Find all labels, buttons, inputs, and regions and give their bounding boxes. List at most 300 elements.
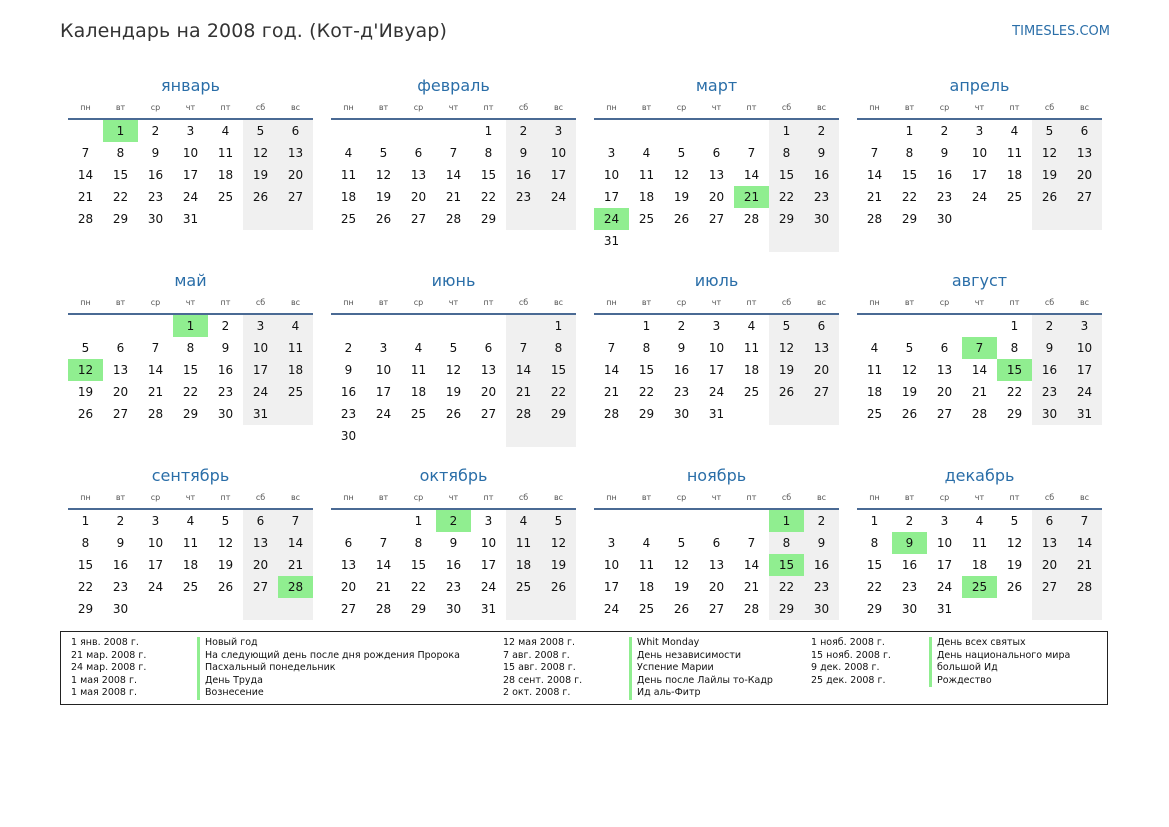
- day-cell: 19: [445, 385, 462, 399]
- day-cell: 21: [866, 190, 883, 204]
- day-cell: 16: [901, 558, 918, 572]
- day-cell: 17: [375, 385, 392, 399]
- day-cell: 31: [603, 234, 620, 248]
- weekday-label: ср: [413, 493, 424, 502]
- day-cell: 15: [638, 363, 655, 377]
- weekday-label: пт: [1009, 298, 1020, 307]
- day-empty: [927, 315, 962, 337]
- day-cell: 15: [410, 558, 427, 572]
- weekday-label: пн: [606, 103, 617, 112]
- day-cell: 17: [708, 363, 725, 377]
- day-cell: 31: [936, 602, 953, 616]
- day-empty: [892, 315, 927, 337]
- day-cell: 30: [804, 208, 839, 230]
- holiday-day: 15: [769, 554, 804, 576]
- day-cell: 11: [410, 363, 427, 377]
- day-cell: 12: [1006, 536, 1023, 550]
- legend-names-col-3: [929, 637, 1107, 704]
- day-cell: 19: [1006, 558, 1023, 572]
- day-cell: 20: [804, 359, 839, 381]
- day-cell: 20: [243, 554, 278, 576]
- day-cell: 27: [1067, 186, 1102, 208]
- day-empty: [506, 425, 541, 447]
- day-cell: 19: [541, 554, 576, 576]
- day-cell: 6: [243, 510, 278, 532]
- weekday-label: сб: [255, 493, 266, 502]
- weekday-label: вт: [115, 103, 126, 112]
- weekday-label: чт: [711, 298, 722, 307]
- legend-date: 15 авг. 2008 г.: [503, 662, 576, 673]
- legend-date: 1 мая 2008 г.: [71, 674, 137, 686]
- day-cell: 29: [866, 602, 883, 616]
- day-cell: 4: [642, 146, 651, 160]
- day-cell: 7: [379, 536, 388, 550]
- day-cell: 9: [804, 532, 839, 554]
- day-cell: 9: [344, 363, 353, 377]
- day-cell: 28: [1067, 576, 1102, 598]
- day-cell: 16: [217, 363, 234, 377]
- day-cell: 28: [603, 407, 620, 421]
- site-link[interactable]: TIMESLES.COM: [1012, 24, 1110, 39]
- day-cell: 20: [1032, 554, 1067, 576]
- legend-holiday-name: День после Лайлы то-Кадр: [629, 675, 811, 688]
- day-cell: 10: [603, 168, 620, 182]
- weekday-header: [857, 488, 1102, 510]
- day-cell: 6: [712, 146, 721, 160]
- day-cell: 11: [638, 168, 655, 182]
- day-cell: 11: [971, 536, 988, 550]
- day-cell: 20: [708, 190, 725, 204]
- day-cell: 9: [940, 146, 949, 160]
- legend-holiday-name: Вознесение: [197, 687, 503, 700]
- day-empty: [208, 598, 243, 620]
- weekday-label: вс: [1079, 493, 1090, 502]
- day-empty: [1032, 208, 1067, 230]
- legend-date: 28 сент. 2008 г.: [503, 674, 583, 686]
- day-cell: 22: [182, 385, 199, 399]
- day-empty: [734, 510, 769, 532]
- weekday-label: вт: [641, 493, 652, 502]
- legend-date: 15 нояб. 2008 г.: [811, 649, 891, 661]
- day-cell: 31: [1067, 403, 1102, 425]
- day-cell: 2: [344, 341, 353, 355]
- weekday-label: ср: [939, 298, 950, 307]
- day-empty: [664, 510, 699, 532]
- day-cell: 7: [278, 510, 313, 532]
- day-empty: [471, 315, 506, 337]
- legend-date: 9 дек. 2008 г.: [811, 662, 880, 673]
- day-cell: 20: [410, 190, 427, 204]
- day-cell: 30: [340, 429, 357, 443]
- day-cell: 30: [147, 212, 164, 226]
- day-cell: 16: [112, 558, 129, 572]
- day-cell: 18: [217, 168, 234, 182]
- day-cell: 19: [673, 190, 690, 204]
- day-cell: 13: [804, 337, 839, 359]
- month-6: [331, 269, 576, 464]
- day-cell: 14: [278, 532, 313, 554]
- day-cell: 28: [866, 212, 883, 226]
- day-empty: [366, 425, 401, 447]
- weekday-label: пн: [343, 298, 354, 307]
- day-cell: 13: [340, 558, 357, 572]
- day-cell: 10: [541, 142, 576, 164]
- legend-date: 21 мар. 2008 г.: [71, 649, 147, 661]
- day-cell: 17: [603, 580, 620, 594]
- day-cell: 15: [866, 558, 883, 572]
- day-cell: 13: [708, 558, 725, 572]
- day-cell: 15: [77, 558, 94, 572]
- weekday-header: [857, 293, 1102, 315]
- day-cell: 29: [77, 602, 94, 616]
- day-cell: 5: [769, 315, 804, 337]
- weekday-label: вт: [904, 493, 915, 502]
- day-cell: 22: [112, 190, 129, 204]
- day-cell: 3: [975, 124, 984, 138]
- day-cell: 9: [677, 341, 686, 355]
- day-empty: [366, 120, 401, 142]
- day-cell: 8: [81, 536, 90, 550]
- day-cell: 24: [603, 602, 620, 616]
- day-cell: 10: [708, 341, 725, 355]
- month-name: апрель: [949, 76, 1010, 95]
- weekday-header: [331, 488, 576, 510]
- day-cell: 2: [1032, 315, 1067, 337]
- day-cell: 28: [147, 407, 164, 421]
- weekday-label: сб: [255, 103, 266, 112]
- days-grid: [857, 315, 1102, 425]
- month-12: [857, 464, 1102, 659]
- day-cell: 10: [480, 536, 497, 550]
- holiday-legend: [60, 631, 1108, 705]
- day-cell: 15: [541, 359, 576, 381]
- day-cell: 26: [541, 576, 576, 598]
- day-cell: 22: [410, 580, 427, 594]
- month-9: [68, 464, 313, 659]
- day-empty: [436, 425, 471, 447]
- day-cell: 10: [971, 146, 988, 160]
- holiday-day: 9: [892, 532, 927, 554]
- day-empty: [506, 315, 541, 337]
- day-cell: 3: [243, 315, 278, 337]
- month-name: ноябрь: [686, 466, 747, 485]
- day-empty: [366, 510, 401, 532]
- day-cell: 16: [804, 554, 839, 576]
- legend-holiday-name: Новый год: [197, 637, 503, 650]
- day-cell: 11: [278, 337, 313, 359]
- day-cell: 21: [971, 385, 988, 399]
- day-cell: 27: [243, 576, 278, 598]
- month-name: июль: [694, 271, 739, 290]
- day-cell: 7: [747, 536, 756, 550]
- day-cell: 5: [1032, 120, 1067, 142]
- day-cell: 14: [375, 558, 392, 572]
- day-cell: 24: [147, 580, 164, 594]
- day-cell: 10: [182, 146, 199, 160]
- day-empty: [506, 208, 541, 230]
- day-cell: 10: [936, 536, 953, 550]
- day-cell: 7: [151, 341, 160, 355]
- day-cell: 24: [936, 580, 953, 594]
- day-cell: 21: [506, 381, 541, 403]
- day-cell: 22: [541, 381, 576, 403]
- day-cell: 19: [673, 580, 690, 594]
- day-cell: 12: [673, 558, 690, 572]
- weekday-label: чт: [974, 103, 985, 112]
- day-empty: [857, 315, 892, 337]
- day-cell: 5: [541, 510, 576, 532]
- day-cell: 24: [243, 381, 278, 403]
- day-cell: 10: [147, 536, 164, 550]
- day-cell: 7: [870, 146, 879, 160]
- day-cell: 28: [971, 407, 988, 421]
- day-cell: 2: [905, 514, 914, 528]
- weekday-label: пт: [483, 493, 494, 502]
- day-cell: 13: [278, 142, 313, 164]
- day-cell: 17: [1067, 359, 1102, 381]
- day-empty: [857, 120, 892, 142]
- day-cell: 18: [638, 580, 655, 594]
- month-2: [331, 74, 576, 269]
- day-cell: 1: [642, 319, 651, 333]
- month-5: [68, 269, 313, 464]
- weekday-label: пн: [80, 298, 91, 307]
- day-empty: [962, 315, 997, 337]
- day-cell: 27: [340, 602, 357, 616]
- weekday-label: пт: [220, 298, 231, 307]
- legend-holiday-name: Рождество: [929, 675, 1107, 688]
- day-cell: 24: [480, 580, 497, 594]
- day-cell: 3: [940, 514, 949, 528]
- day-cell: 12: [673, 168, 690, 182]
- day-empty: [734, 230, 769, 252]
- day-empty: [366, 315, 401, 337]
- day-cell: 4: [870, 341, 879, 355]
- weekday-label: чт: [448, 103, 459, 112]
- day-cell: 26: [1006, 580, 1023, 594]
- day-empty: [243, 208, 278, 230]
- day-cell: 12: [445, 363, 462, 377]
- day-cell: 2: [116, 514, 125, 528]
- days-grid: [68, 510, 313, 620]
- day-cell: 29: [410, 602, 427, 616]
- day-cell: 11: [743, 341, 760, 355]
- day-empty: [208, 208, 243, 230]
- legend-holiday-name: Успение Марии: [629, 662, 811, 675]
- day-cell: 14: [743, 558, 760, 572]
- day-cell: 28: [743, 602, 760, 616]
- day-empty: [734, 120, 769, 142]
- day-empty: [436, 120, 471, 142]
- day-cell: 13: [708, 168, 725, 182]
- day-cell: 7: [607, 341, 616, 355]
- legend-names-col-1: [197, 637, 503, 704]
- day-cell: 3: [1067, 315, 1102, 337]
- weekday-label: вс: [290, 493, 301, 502]
- day-cell: 24: [708, 385, 725, 399]
- day-cell: 18: [971, 558, 988, 572]
- day-cell: 18: [866, 385, 883, 399]
- day-cell: 11: [506, 532, 541, 554]
- day-cell: 22: [77, 580, 94, 594]
- day-cell: 7: [506, 337, 541, 359]
- day-cell: 18: [340, 190, 357, 204]
- weekday-label: чт: [974, 493, 985, 502]
- legend-holiday-name: Ид аль-Фитр: [629, 687, 811, 700]
- days-grid: [594, 510, 839, 620]
- weekday-label: пт: [483, 298, 494, 307]
- day-cell: 22: [480, 190, 497, 204]
- weekday-label: вт: [378, 103, 389, 112]
- day-cell: 11: [182, 536, 199, 550]
- days-grid: [331, 315, 576, 447]
- month-3: [594, 74, 839, 269]
- holiday-day: 24: [594, 208, 629, 230]
- day-cell: 18: [506, 554, 541, 576]
- weekday-label: вс: [553, 103, 564, 112]
- weekday-label: пн: [869, 103, 880, 112]
- month-1: [68, 74, 313, 269]
- weekday-label: сб: [781, 493, 792, 502]
- weekday-label: ср: [150, 298, 161, 307]
- weekday-label: ср: [676, 493, 687, 502]
- legend-date: 25 дек. 2008 г.: [811, 674, 886, 686]
- day-cell: 6: [712, 536, 721, 550]
- day-cell: 21: [278, 554, 313, 576]
- day-cell: 30: [112, 602, 129, 616]
- day-cell: 8: [414, 536, 423, 550]
- day-empty: [594, 120, 629, 142]
- holiday-day: 12: [68, 359, 103, 381]
- day-cell: 27: [708, 212, 725, 226]
- day-cell: 4: [975, 514, 984, 528]
- holiday-day: 7: [962, 337, 997, 359]
- weekday-label: ср: [939, 493, 950, 502]
- day-cell: 6: [484, 341, 493, 355]
- day-cell: 18: [638, 190, 655, 204]
- day-cell: 8: [769, 142, 804, 164]
- weekday-label: вт: [378, 298, 389, 307]
- day-cell: 8: [870, 536, 879, 550]
- legend-date: 2 окт. 2008 г.: [503, 687, 571, 698]
- day-cell: 12: [217, 536, 234, 550]
- day-cell: 23: [673, 385, 690, 399]
- holiday-day: 2: [436, 510, 471, 532]
- day-cell: 23: [112, 580, 129, 594]
- legend-dates-col-2: [503, 637, 629, 704]
- day-cell: 1: [769, 120, 804, 142]
- day-empty: [769, 403, 804, 425]
- days-grid: [594, 120, 839, 252]
- day-cell: 23: [901, 580, 918, 594]
- day-cell: 31: [182, 212, 199, 226]
- day-cell: 29: [769, 598, 804, 620]
- day-cell: 29: [480, 212, 497, 226]
- day-cell: 23: [217, 385, 234, 399]
- day-cell: 30: [936, 212, 953, 226]
- day-cell: 29: [769, 208, 804, 230]
- day-cell: 16: [673, 363, 690, 377]
- weekday-header: [594, 293, 839, 315]
- day-cell: 9: [151, 146, 160, 160]
- weekday-label: чт: [185, 298, 196, 307]
- day-cell: 3: [541, 120, 576, 142]
- holiday-day: 15: [997, 359, 1032, 381]
- page-title: Календарь на 2008 год. (Кот-д'Ивуар): [60, 20, 447, 42]
- day-cell: 20: [278, 164, 313, 186]
- day-cell: 28: [743, 212, 760, 226]
- day-cell: 2: [151, 124, 160, 138]
- day-empty: [1067, 598, 1102, 620]
- day-empty: [138, 315, 173, 337]
- day-cell: 1: [905, 124, 914, 138]
- weekday-label: пн: [869, 493, 880, 502]
- day-cell: 29: [182, 407, 199, 421]
- day-cell: 6: [1032, 510, 1067, 532]
- weekday-label: сб: [781, 298, 792, 307]
- day-cell: 9: [116, 536, 125, 550]
- day-cell: 30: [804, 598, 839, 620]
- weekday-header: [594, 488, 839, 510]
- day-cell: 19: [217, 558, 234, 572]
- weekday-label: ср: [676, 103, 687, 112]
- month-10: [331, 464, 576, 659]
- weekday-label: ср: [939, 103, 950, 112]
- day-empty: [401, 425, 436, 447]
- month-name: декабрь: [944, 466, 1015, 485]
- day-cell: 27: [804, 381, 839, 403]
- day-cell: 26: [769, 381, 804, 403]
- day-cell: 27: [112, 407, 129, 421]
- day-cell: 1: [414, 514, 423, 528]
- weekday-label: пт: [746, 298, 757, 307]
- day-cell: 6: [116, 341, 125, 355]
- day-cell: 25: [506, 576, 541, 598]
- day-cell: 18: [743, 363, 760, 377]
- day-cell: 8: [116, 146, 125, 160]
- month-7: [594, 269, 839, 464]
- days-grid: [331, 120, 576, 230]
- weekday-label: вс: [816, 103, 827, 112]
- day-cell: 26: [901, 407, 918, 421]
- day-cell: 26: [243, 186, 278, 208]
- day-cell: 30: [673, 407, 690, 421]
- weekday-label: чт: [448, 493, 459, 502]
- day-cell: 20: [708, 580, 725, 594]
- day-cell: 19: [375, 190, 392, 204]
- day-cell: 6: [278, 120, 313, 142]
- legend-date: 1 нояб. 2008 г.: [811, 637, 885, 648]
- day-cell: 12: [375, 168, 392, 182]
- weekday-label: сб: [1044, 493, 1055, 502]
- day-cell: 8: [186, 341, 195, 355]
- day-cell: 30: [217, 407, 234, 421]
- day-cell: 23: [804, 186, 839, 208]
- day-cell: 24: [971, 190, 988, 204]
- day-empty: [103, 315, 138, 337]
- day-cell: 16: [936, 168, 953, 182]
- day-empty: [331, 120, 366, 142]
- weekday-label: пн: [869, 298, 880, 307]
- weekday-label: сб: [518, 493, 529, 502]
- day-cell: 26: [445, 407, 462, 421]
- weekday-label: ср: [676, 298, 687, 307]
- day-cell: 25: [866, 407, 883, 421]
- legend-holiday-name: День всех святых: [929, 637, 1107, 650]
- day-empty: [699, 510, 734, 532]
- legend-date: 1 мая 2008 г.: [71, 687, 137, 698]
- day-cell: 28: [445, 212, 462, 226]
